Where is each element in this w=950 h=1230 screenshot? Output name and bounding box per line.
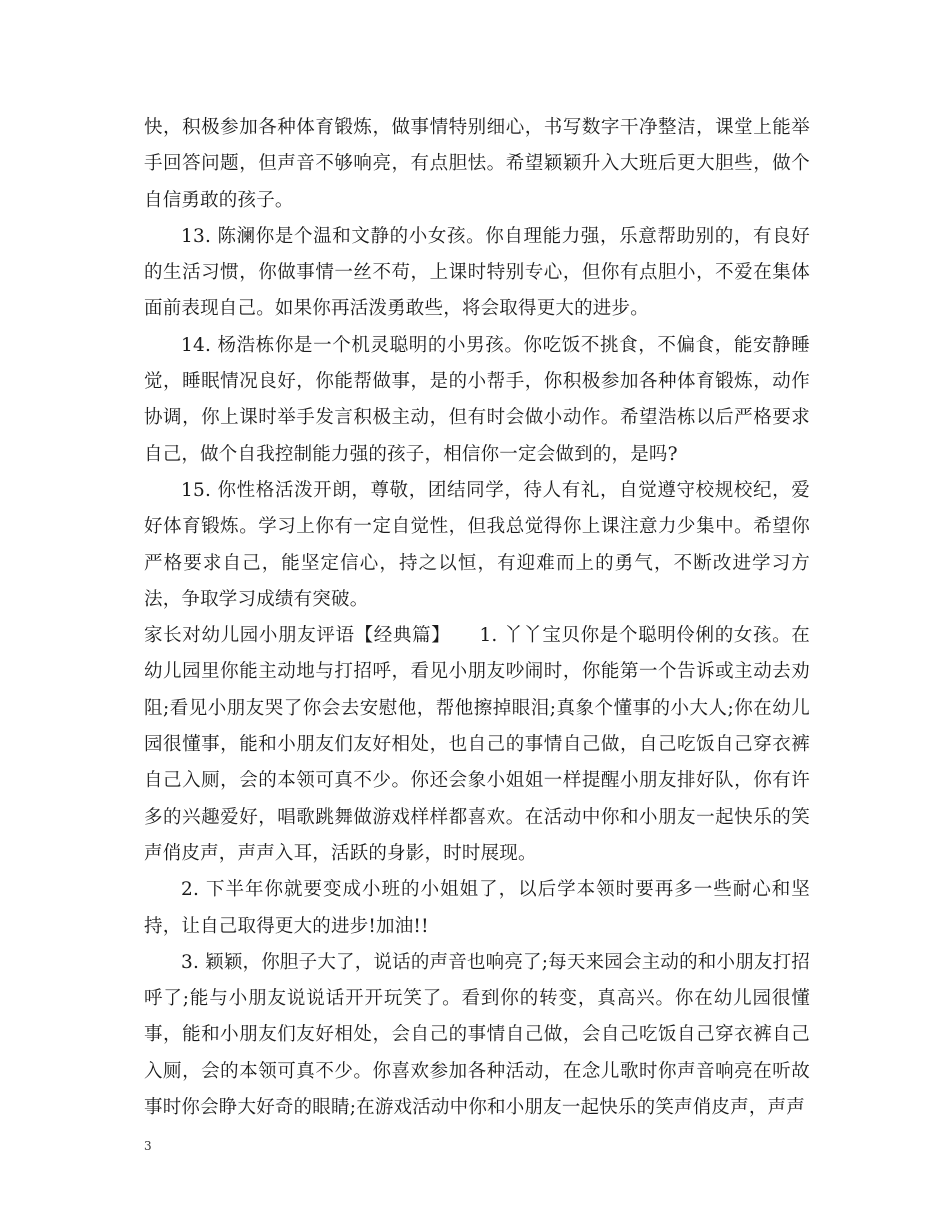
paragraph-item-3: 3. 颖颖，你胆子大了，说话的声音也响亮了;每天来园会主动的和小朋友打招呼了;能与小朋友说说话开开玩笑了。看到你的转变，真高兴。你在幼儿园很懂事，能和小朋友们友好相处，会自己的事情自己做，会自己吃饭自己穿衣裤自己入厕，会的本领可真不少。你喜欢参加各种活动，在念儿歌时你声音响亮在听故事时你会睁大好奇的眼睛;在游戏活动中你和小朋友一起快乐的笑声俏皮声，声声: [144, 951, 810, 1119]
paragraph-item-2: 2. 下半年你就要变成小班的小姐姐了，以后学本领时要再多一些耐心和坚持，让自己取得更大的进步!加油!!: [144, 879, 810, 937]
paragraph-item-15: 15. 你性格活泼开朗，尊敬，团结同学，待人有礼，自觉遵守校规校纪，爱好体育锻炼。学习上你有一定自觉性，但我总觉得你上课注意力少集中。希望你严格要求自己，能坚定信心，持之以恒，有迎难而上的勇气，不断改进学习方法，争取学习成绩有突破。: [144, 479, 810, 610]
page-number: 3: [144, 1139, 152, 1153]
paragraph-item-14: 14. 杨浩栋你是一个机灵聪明的小男孩。你吃饭不挑食，不偏食，能安静睡觉，睡眠情况良好，你能帮做事，是的小帮手，你积极参加各种体育锻炼，动作协调，你上课时举手发言积极主动，但有时会做小动作。希望浩栋以后严格要求自己，做个自我控制能力强的孩子，相信你一定会做到的，是吗?: [144, 334, 810, 465]
paragraph-section-heading: 家长对幼儿园小朋友评语【经典篇】 1. 丫丫宝贝你是个聪明伶俐的女孩。在幼儿园里你能主动地与打招呼，看见小朋友吵闹时，你能第一个告诉或主动去劝阻;看见小朋友哭了你会去安慰他，帮他擦掉眼泪;真象个懂事的小大人;你在幼儿园很懂事，能和小朋友们友好相处，也自己的事情自己做，自己吃饭自己穿衣裤自己入厕，会的本领可真不少。你还会象小姐姐一样提醒小朋友排好队，你有许多的兴趣爱好，唱歌跳舞做游戏样样都喜欢。在活动中你和小朋友一起快乐的笑声俏皮声，声声入耳，活跃的身影，时时展现。: [144, 625, 810, 864]
document-body: [144, 110, 810, 1126]
paragraph-continuation: 快，积极参加各种体育锻炼，做事情特别细心，书写数字干净整洁，课堂上能举手回答问题，但声音不够响亮，有点胆怯。希望颖颖升入大班后更大胆些，做个自信勇敢的孩子。: [144, 117, 810, 211]
paragraph-item-13: 13. 陈澜你是个温和文静的小女孩。你自理能力强，乐意帮助别的，有良好的生活习惯，你做事情一丝不苟，上课时特别专心，但你有点胆小，不爱在集体面前表现自己。如果你再活泼勇敢些，将会取得更大的进步。: [144, 225, 810, 320]
